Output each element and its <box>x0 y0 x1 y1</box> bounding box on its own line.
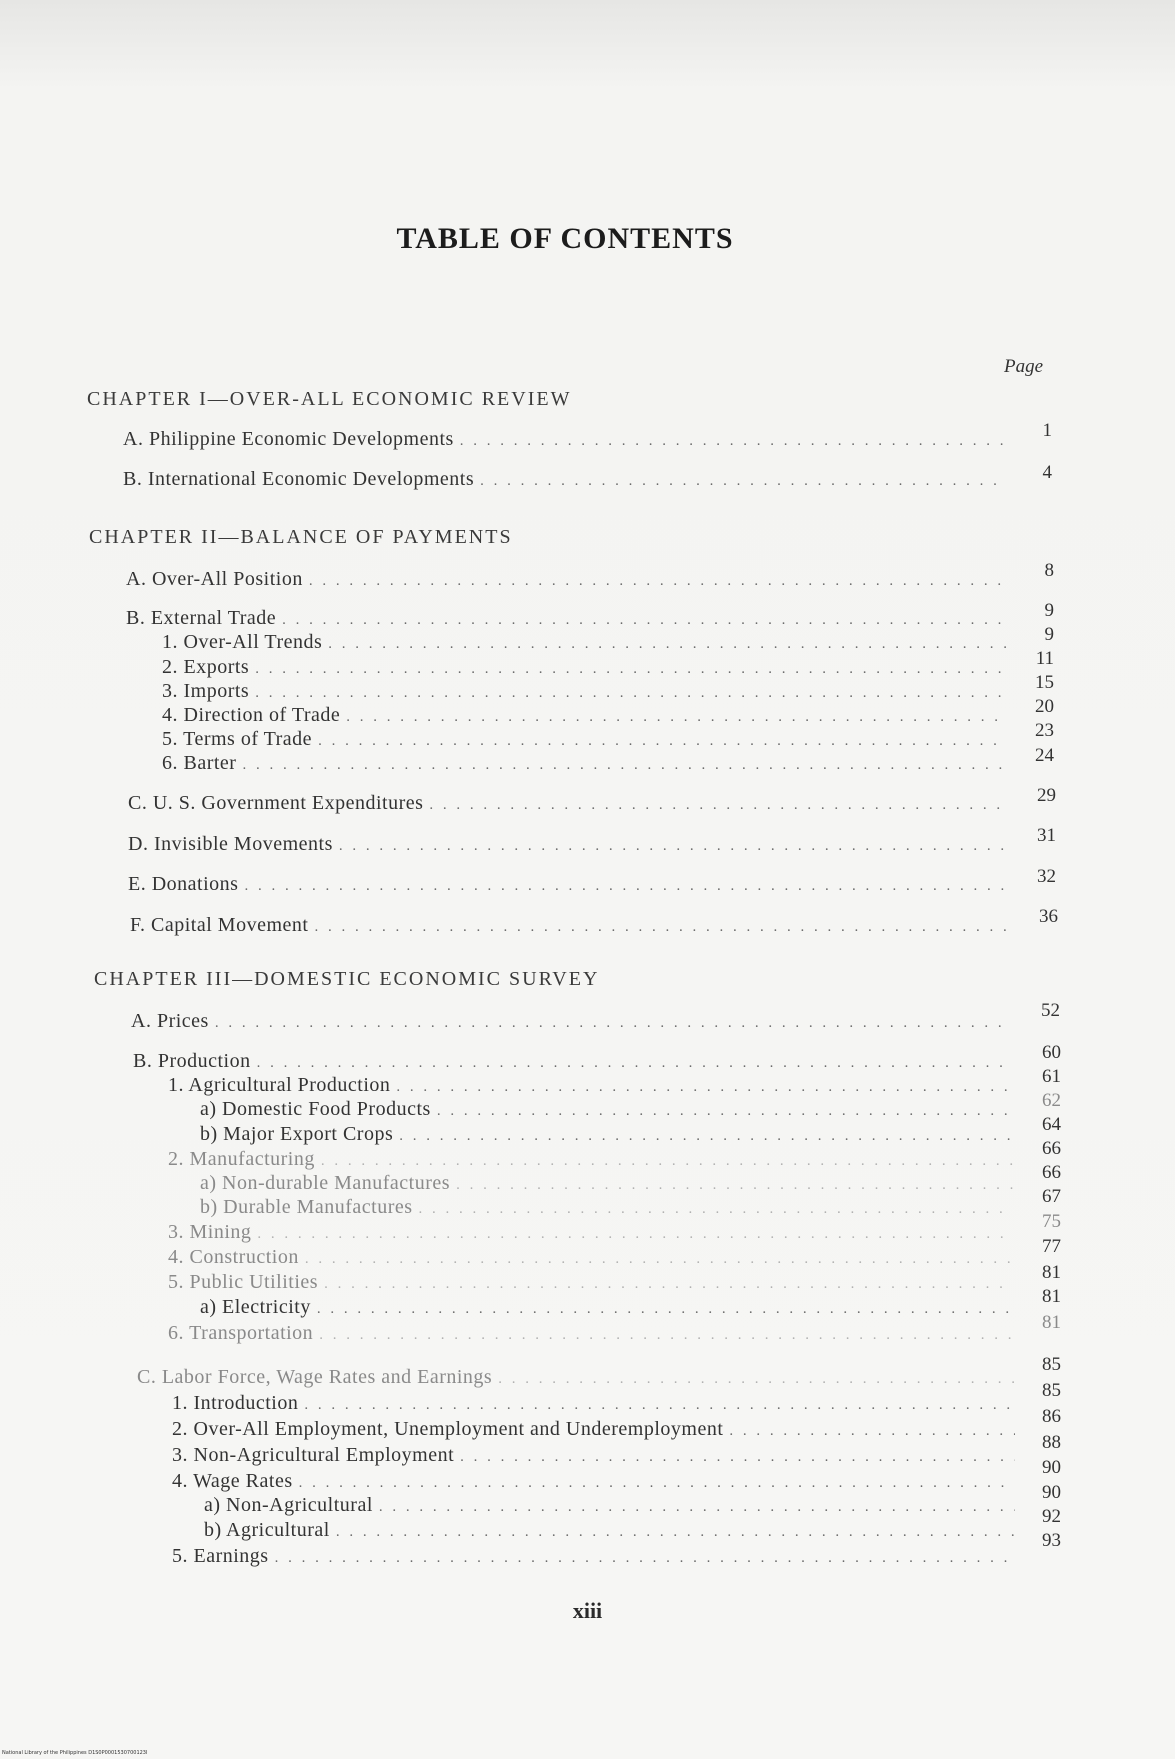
toc-page-number: 1 <box>1042 420 1052 441</box>
toc-page-number: 61 <box>1042 1066 1061 1087</box>
toc-page-number: 11 <box>1035 648 1054 669</box>
chapter-heading: CHAPTER I—OVER-ALL ECONOMIC REVIEW <box>87 388 572 410</box>
toc-entry: a) Non-durable Manufactures . . . <box>200 1172 1013 1195</box>
toc-page-number: 24 <box>1035 745 1054 766</box>
toc-entry: 1. Introduction . . . <box>172 1392 1015 1415</box>
toc-entry: 5. Public Utilities . . . <box>168 1271 1013 1294</box>
chapter-heading: CHAPTER III—DOMESTIC ECONOMIC SURVEY <box>94 968 600 990</box>
toc-entry: E. Donations . . . <box>128 873 1008 896</box>
toc-page-number: 85 <box>1042 1380 1061 1401</box>
toc-entry: a) Electricity . . . <box>200 1296 1013 1319</box>
toc-entry: b) Agricultural . . . <box>204 1519 1015 1542</box>
toc-entry: 6. Barter . . . <box>162 752 1007 775</box>
toc-entry: F. Capital Movement . . . <box>130 914 1010 937</box>
page-title: TABLE OF CONTENTS <box>396 222 734 255</box>
toc-entry: A. Over-All Position . . . <box>126 568 1007 591</box>
toc-page-number: 31 <box>1037 825 1056 846</box>
toc-entry: 2. Manufacturing . . . <box>168 1148 1013 1171</box>
page-column-label: Page <box>1004 356 1044 377</box>
toc-page-number: 92 <box>1042 1506 1061 1527</box>
toc-entry: 3. Mining . . . <box>168 1221 1013 1244</box>
toc-page-number: 77 <box>1042 1236 1061 1257</box>
toc-entry: 4. Direction of Trade . . . <box>162 704 1007 727</box>
toc-page-number: 85 <box>1042 1354 1061 1375</box>
toc-page-number: 9 <box>1044 600 1054 621</box>
toc-page-number: 93 <box>1042 1530 1061 1551</box>
toc-entry: 2. Exports . . . <box>162 656 1007 679</box>
toc-page-number: 52 <box>1041 1000 1060 1021</box>
toc-entry: 3. Imports . . . <box>162 680 1007 703</box>
toc-entry: B. Production . . . <box>133 1050 1013 1073</box>
toc-page-number: 88 <box>1042 1432 1061 1453</box>
toc-page-number: 66 <box>1042 1138 1061 1159</box>
toc-page-number: 81 <box>1042 1286 1061 1307</box>
toc-entry: 3. Non-Agricultural Employment . . . <box>172 1444 1015 1467</box>
chapter-heading: CHAPTER II—BALANCE OF PAYMENTS <box>89 526 513 548</box>
toc-page-number: 15 <box>1035 672 1054 693</box>
toc-page-number: 29 <box>1037 785 1056 806</box>
toc-page-number: 81 <box>1042 1262 1061 1283</box>
toc-entry: 5. Earnings . . . <box>172 1545 1015 1568</box>
toc-entry: 4. Wage Rates . . . <box>172 1470 1015 1493</box>
toc-page-number: 67 <box>1042 1186 1061 1207</box>
toc-page-number: 32 <box>1037 866 1056 887</box>
page-folio: xiii <box>572 1598 603 1623</box>
scan-footer: National Library of the Philippines D1S0P0001530700123I <box>2 1750 148 1756</box>
toc-page-number: 86 <box>1042 1406 1061 1427</box>
toc-entry: b) Durable Manufactures . . . <box>200 1196 1013 1219</box>
toc-entry: D. Invisible Movements . . . <box>128 833 1008 856</box>
toc-page-number: 8 <box>1044 560 1054 581</box>
toc-page-number: 90 <box>1042 1457 1061 1478</box>
toc-entry: a) Non-Agricultural . . . <box>204 1494 1015 1517</box>
toc-page-number: 66 <box>1042 1162 1061 1183</box>
toc-entry: 2. Over-All Employment, Unemployment and Underemployment . . . <box>172 1418 1015 1441</box>
toc-page-number: 64 <box>1042 1114 1061 1135</box>
toc-entry: B. International Economic Developments . . . <box>123 468 1006 491</box>
toc-entry: 4. Construction . . . <box>168 1246 1013 1269</box>
toc-page-number: 62 <box>1042 1090 1061 1111</box>
toc-page-number: 23 <box>1035 720 1054 741</box>
toc-page-number: 90 <box>1042 1482 1061 1503</box>
toc-entry: b) Major Export Crops . . . <box>200 1123 1013 1146</box>
toc-entry: 1. Agricultural Production . . . <box>168 1074 1013 1097</box>
toc-entry: B. External Trade . . . <box>126 607 1007 630</box>
toc-page-number: 75 <box>1042 1211 1061 1232</box>
toc-entry: 1. Over-All Trends . . . <box>162 631 1007 654</box>
toc-entry: 6. Transportation . . . <box>168 1322 1013 1345</box>
toc-entry: A. Prices . . . <box>131 1010 1011 1033</box>
toc-page-number: 60 <box>1042 1042 1061 1063</box>
toc-page-number: 36 <box>1039 906 1058 927</box>
toc-page-number: 4 <box>1042 462 1052 483</box>
toc-entry: C. U. S. Government Expenditures . . . <box>128 792 1008 815</box>
toc-entry: a) Domestic Food Products . . . <box>200 1098 1013 1121</box>
toc-page-number: 81 <box>1042 1312 1061 1333</box>
toc-page-number: 20 <box>1035 696 1054 717</box>
toc-entry: 5. Terms of Trade . . . <box>162 728 1007 751</box>
toc-page-number: 9 <box>1044 624 1054 645</box>
toc-entry: C. Labor Force, Wage Rates and Earnings . . . <box>137 1366 1015 1389</box>
toc-entry: A. Philippine Economic Developments . . . <box>123 428 1006 451</box>
